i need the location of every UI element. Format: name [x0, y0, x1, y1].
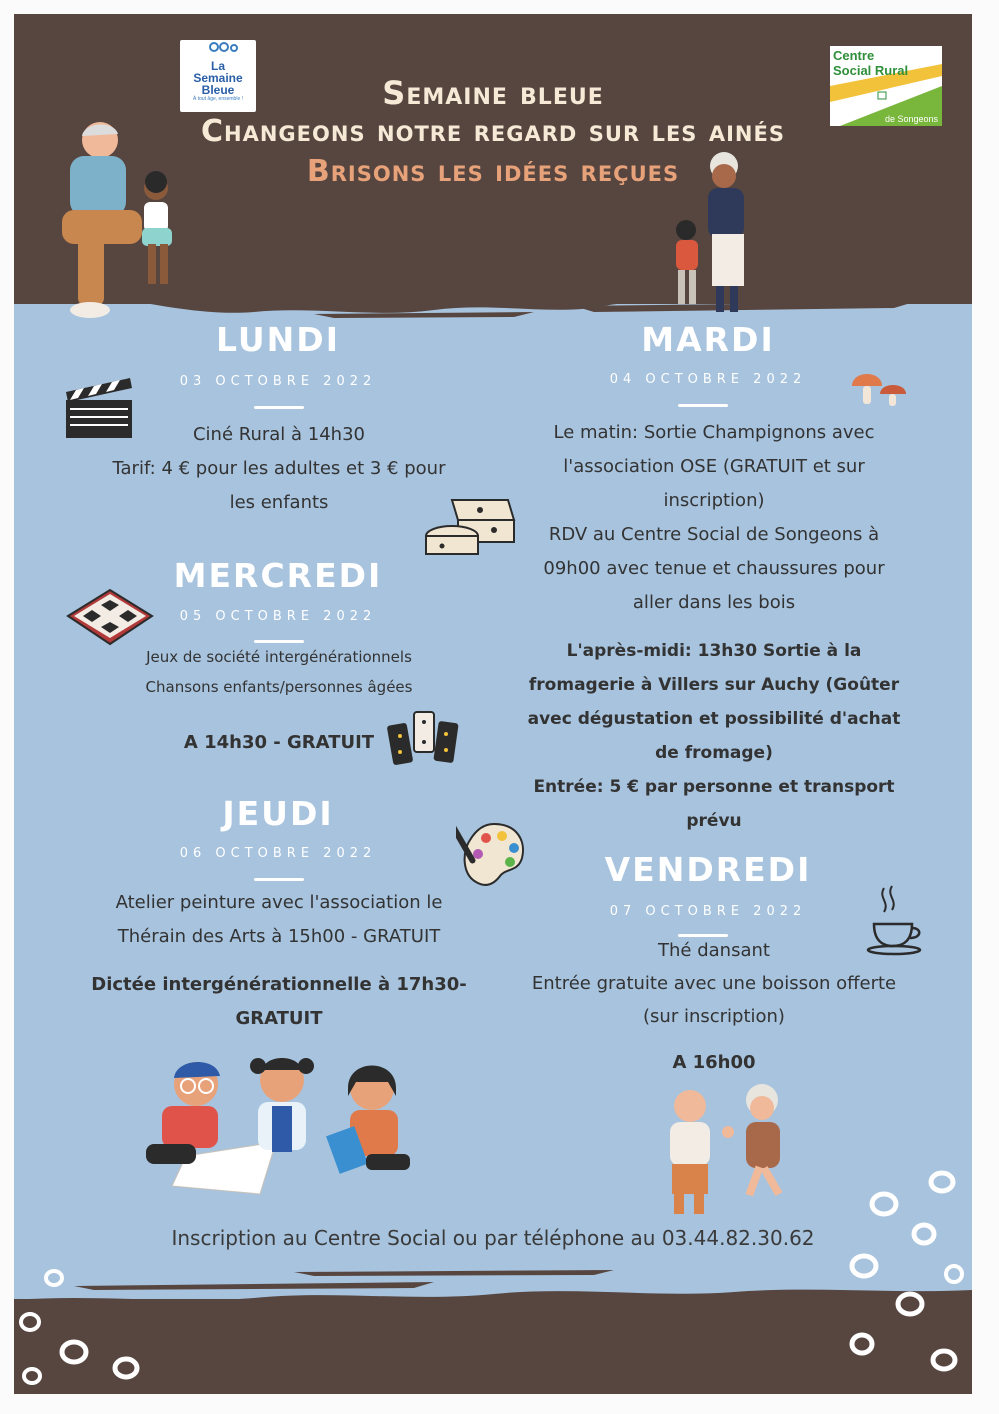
date-lundi: 03 OCTOBRE 2022 — [179, 374, 377, 389]
date-mardi: 04 OCTOBRE 2022 — [609, 372, 807, 387]
vendredi-text-block — [514, 934, 914, 1033]
mardi-line: l'association OSE (GRATUIT et sur — [563, 456, 865, 477]
decorative-dots-right — [834, 1164, 972, 1394]
people-icon — [180, 40, 256, 60]
lundi-line: Ciné Rural à 14h30 — [192, 424, 365, 445]
cheese-icon — [422, 490, 518, 562]
mardi-bold-line: prévu — [686, 811, 742, 831]
lundi-line: les enfants — [229, 492, 329, 513]
day-title-jeudi: JEUDI — [222, 794, 334, 833]
jeudi-line: Thérain des Arts à 15h00 - GRATUIT — [117, 926, 441, 947]
date-mercredi: 05 OCTOBRE 2022 — [179, 609, 377, 624]
vendredi-line: Thé dansant — [658, 940, 770, 961]
mardi-bold-line: fromagerie à Villers sur Auchy (Goûter — [528, 675, 900, 695]
mardi-line: Le matin: Sortie Champignons avec — [553, 422, 875, 443]
dominoes-icon — [386, 708, 460, 770]
vendredi-line: (sur inscription) — [643, 1006, 785, 1027]
registration-info: Inscription au Centre Social ou par téléphone au 03.44.82.30.62 — [171, 1226, 815, 1250]
poster — [14, 14, 972, 1394]
day-title-vendredi: VENDREDI — [604, 850, 812, 889]
jeudi-bold-line: GRATUIT — [235, 1008, 323, 1029]
divider-jeudi — [254, 878, 304, 881]
mardi-bold-line: de fromage) — [655, 743, 773, 763]
grandfather-child-illustration — [40, 110, 180, 322]
day-title-mercredi: MERCREDI — [173, 556, 383, 595]
checkers-board-icon — [64, 586, 156, 648]
logo-text-slogan: À tout âge, ensemble ! — [192, 96, 244, 102]
jeudi-bold-line: Dictée intergénérationnelle à 17h30- — [91, 974, 467, 995]
logo-text-centre: Centre — [833, 48, 875, 63]
children-drawing-illustration — [126, 1046, 426, 1196]
mardi-line: RDV au Centre Social de Songeons à — [548, 524, 880, 545]
logo-text-social-rural: Social Rural — [833, 63, 909, 78]
dancing-seniors-illustration — [650, 1078, 810, 1218]
mardi-morning-block — [514, 416, 914, 620]
lundi-line: Tarif: 4 € pour les adultes et 3 € pour — [112, 458, 446, 479]
decorative-dots-left — [14, 1264, 154, 1394]
mardi-line: 09h00 avec tenue et chaussures pour — [543, 558, 885, 579]
vendredi-time: A 16h00 — [672, 1052, 756, 1073]
divider-mardi — [678, 404, 728, 407]
mardi-line: inscription) — [663, 490, 765, 511]
page-tagline: Brisons les idées reçues — [306, 154, 680, 189]
mercredi-text-block — [74, 642, 484, 702]
date-jeudi: 06 OCTOBRE 2022 — [179, 846, 377, 861]
logo-text-semaine: Semaine — [193, 71, 243, 85]
mardi-afternoon-block — [504, 634, 924, 838]
jeudi-bold-block — [64, 968, 494, 1036]
mercredi-line: Jeux de société intergénérationnels — [146, 648, 412, 666]
logo-text-la: La — [210, 59, 225, 73]
mercredi-line: Chansons enfants/personnes âgées — [145, 678, 413, 696]
date-vendredi: 07 OCTOBRE 2022 — [609, 904, 807, 919]
mardi-bold-line: L'après-midi: 13h30 Sortie à la — [566, 641, 862, 661]
grandmother-child-illustration — [664, 146, 764, 318]
brush-stroke-bottom — [14, 1264, 972, 1324]
paint-palette-icon — [456, 818, 530, 892]
divider-lundi — [254, 406, 304, 409]
mushroom-icon — [848, 364, 914, 412]
day-title-mardi: MARDI — [641, 320, 775, 359]
jeudi-line: Atelier peinture avec l'association le — [115, 892, 443, 913]
day-title-lundi: LUNDI — [216, 320, 340, 359]
mardi-bold-line: Entrée: 5 € par personne et transport — [533, 777, 895, 797]
vendredi-line: Entrée gratuite avec une boisson offerte — [531, 973, 897, 994]
page-title: Semaine bleue — [382, 74, 604, 112]
jeudi-text-block — [64, 886, 494, 954]
mardi-line: aller dans les bois — [632, 592, 796, 613]
page-subtitle: Changeons notre regard sur les ainés — [201, 114, 785, 149]
mercredi-time: A 14h30 - GRATUIT — [183, 732, 375, 753]
mardi-bold-line: avec dégustation et possibilité d'achat — [527, 709, 901, 729]
logo-text-songeons: de Songeons — [884, 114, 938, 124]
logo-text-bleue: Bleue — [201, 83, 235, 97]
